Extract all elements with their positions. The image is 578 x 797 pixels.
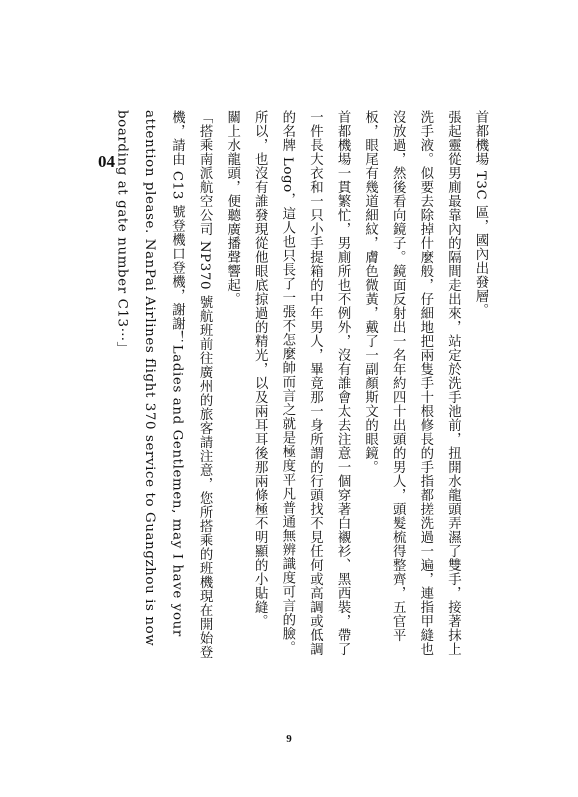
- paragraph-location: 首都機場 T3C 區，國內出發層。: [473, 110, 488, 318]
- paragraph-airport-busy: 首都機場一貫繁忙，男廁所也不例外，沒有誰會太去注意一個穿著白襯衫、黑西裝，帶了一件長大衣和一只小手提箱的中年男人，畢竟那一身所謂的行頭找不見任何或高調或低調的名牌 Logo，這人也只長了一張不怎麼帥而言之就是極度平凡普通無辨識度可言的臉。: [279, 110, 351, 656]
- page-number: 9: [286, 733, 292, 745]
- chapter-number: 04: [98, 152, 115, 171]
- paragraph-faucet-off: 關上水龍頭，便聽廣播聲響起。: [224, 110, 240, 306]
- paragraph-nobody-noticed: 所以，也沒有誰發現從他眼底掠過的精光，以及兩耳耳後那兩條極不明顯的小貼縫。: [252, 110, 268, 628]
- paragraph-restroom: 張起靈從男廁最靠內的隔間走出來，站定於洗手池前，扭開水龍頭弄濕了雙手，接著抹上洗手液。似要去除掉什麼般，仔細地把兩隻手十根修長的手指都搓洗過一遍，連指甲縫也沒放過，然後看向鏡子。鏡面反射出一名年約四十出頭的男人，頭髮梳得整齊，五官平板，眼尾有幾道細紋，膚色微黃，戴了一副顏斯文的眼鏡。: [362, 110, 461, 656]
- paragraph-announcement: 「搭乘南派航空公司 NP370 號航班前往廣州的旅客請注意，您所搭乘的班機現在開始登機，請由 C13 號登機口登機，謝謝！Ladies and Gentlemen, may I have your attention please. NanPai Airlines flight 370 service to Guangzhou is now boarding at gate number C13⋯」: [114, 110, 213, 659]
- body-text: [108, 110, 494, 660]
